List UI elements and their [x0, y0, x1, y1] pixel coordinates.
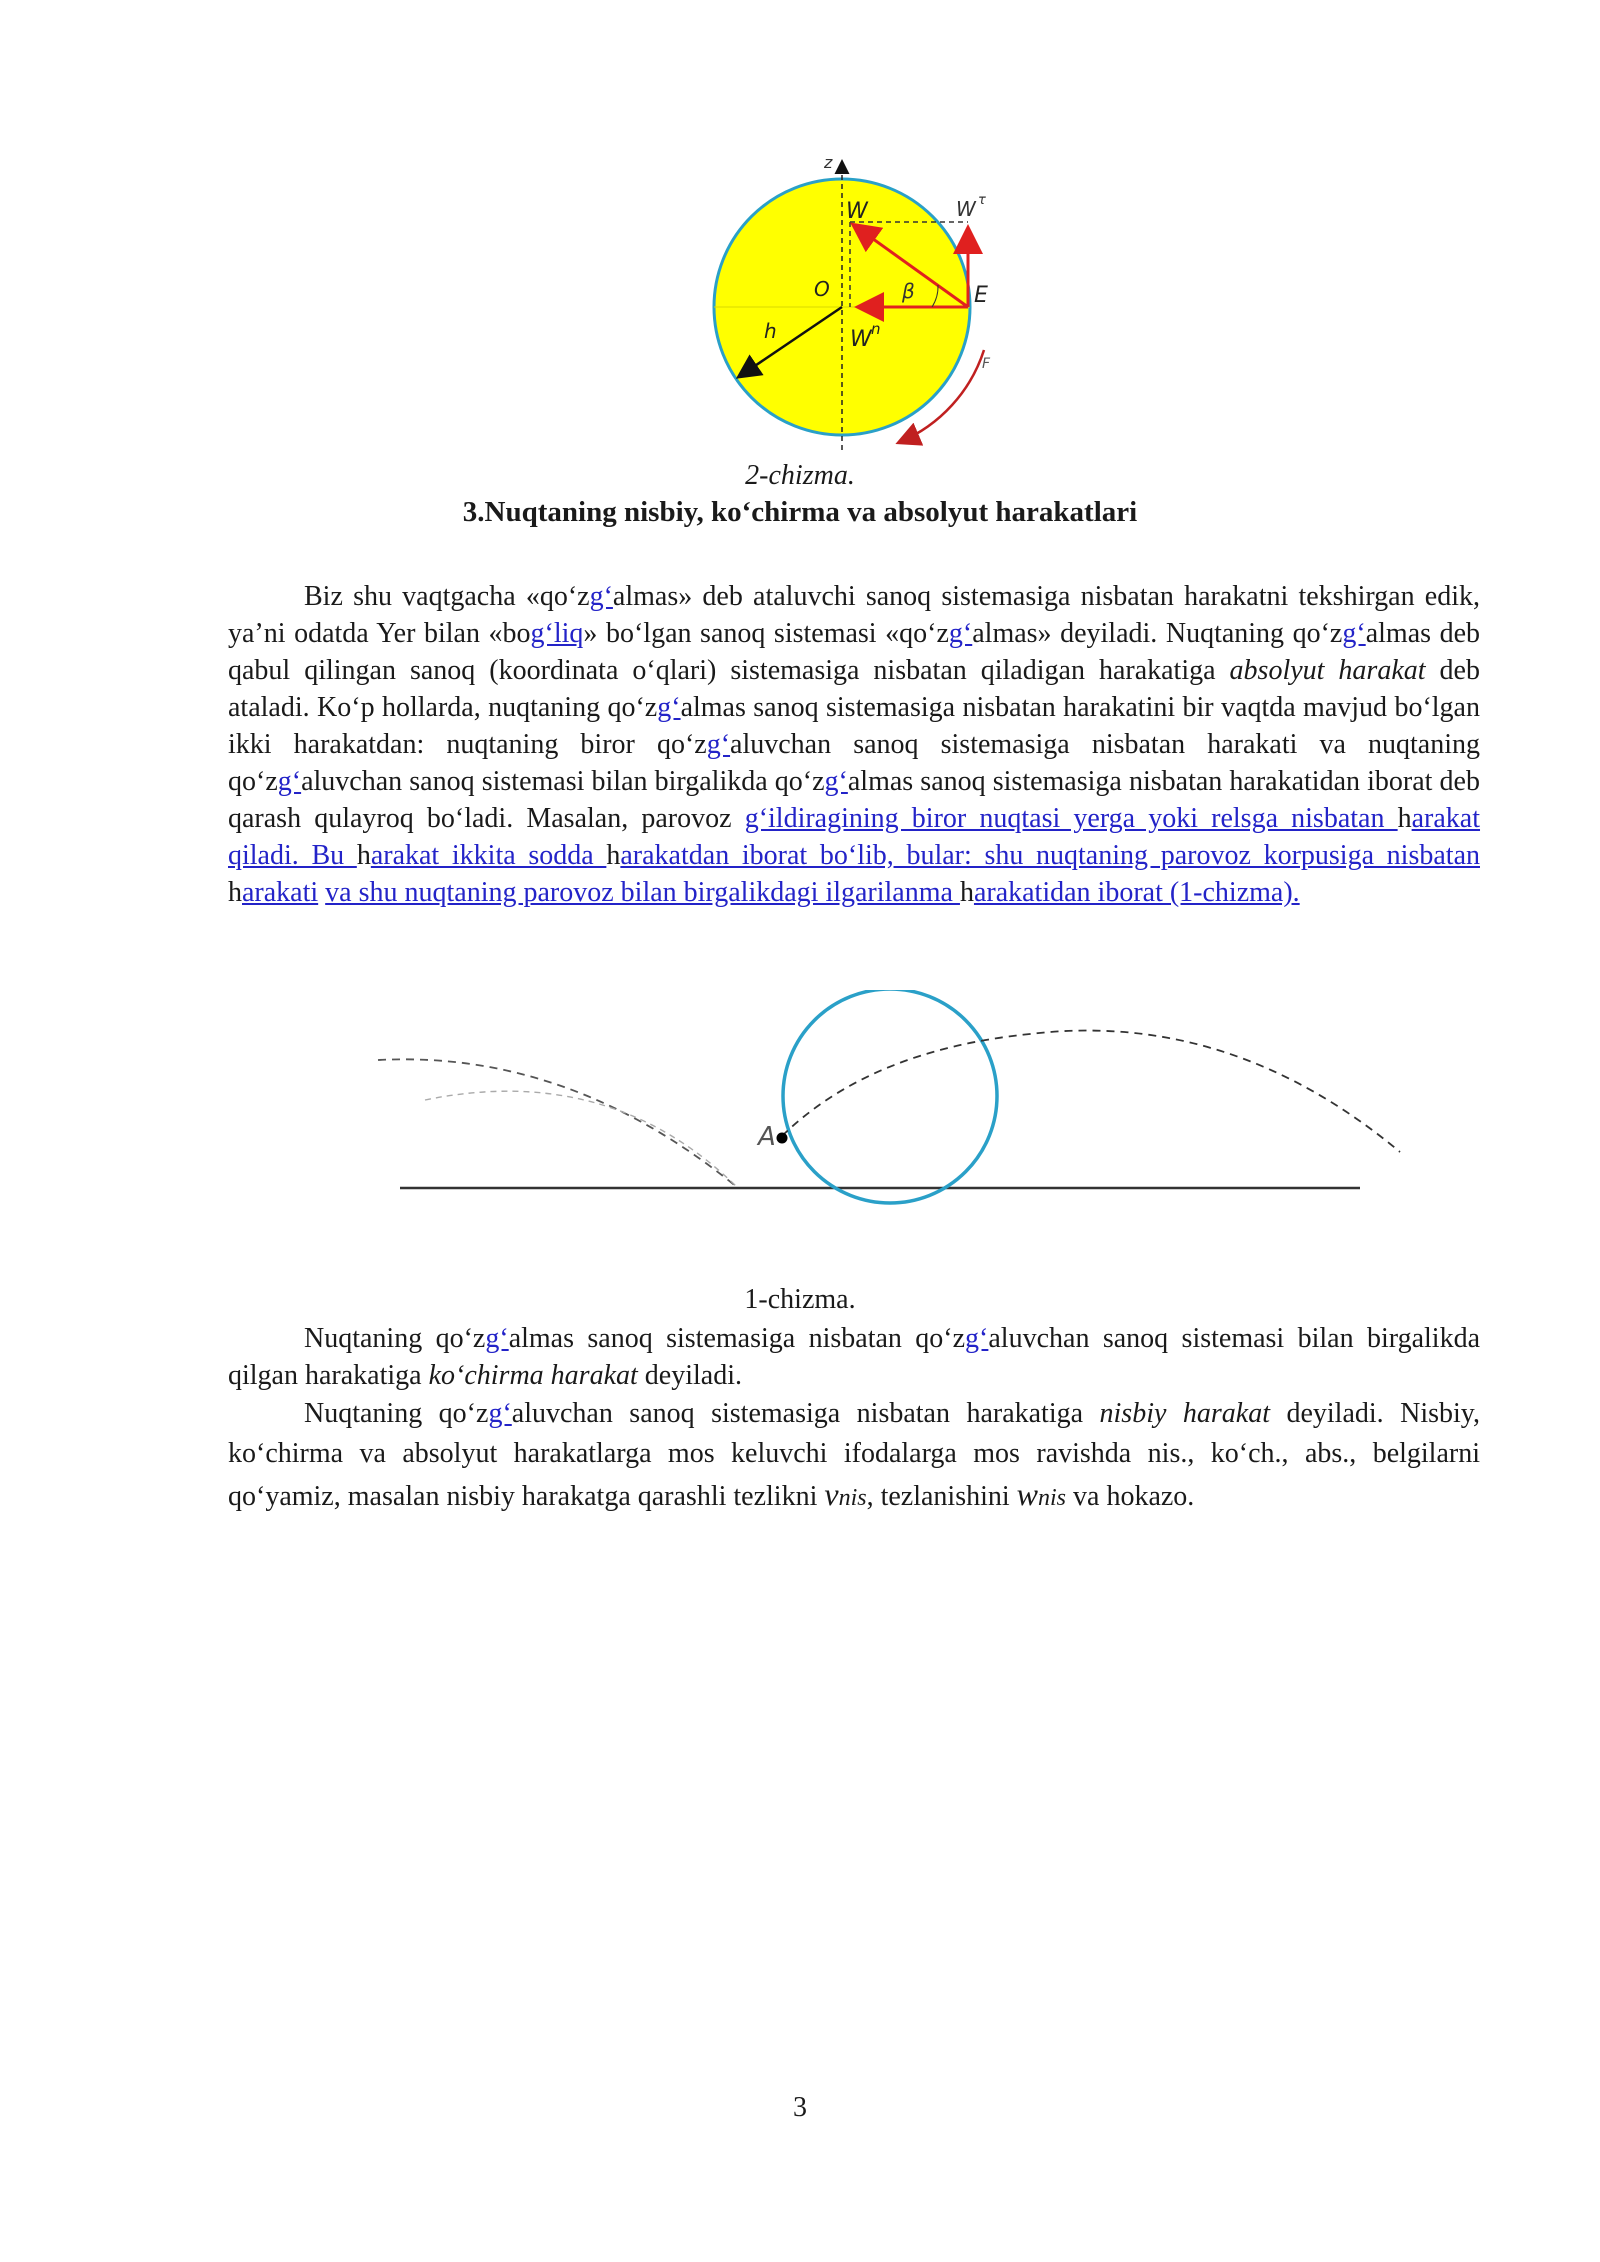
paragraph-2: Nuqtaning qo‘zg‘almas sanoq sistemasiga nisbatan qo‘zg‘aluvchan sanoq sistemasi bilan birgalikda qilgan harakatiga ko‘chirma harakat deyiladi.: [228, 1323, 1480, 1391]
label-z: z: [824, 153, 833, 172]
label-w: W: [846, 199, 868, 224]
link-text[interactable]: g‘ildiragining biror nuqtasi yerga yoki relsga nisbatan: [744, 803, 1398, 834]
link-text[interactable]: va shu nuqtaning parovoz bilan birgalikdagi ilgarilanma: [325, 877, 960, 908]
cycloid-arc: [782, 1031, 1400, 1152]
link-text[interactable]: g‘liq: [530, 618, 584, 649]
link-text[interactable]: g‘: [657, 692, 681, 723]
link-text[interactable]: g‘: [1342, 618, 1366, 649]
link-text[interactable]: g‘: [488, 1398, 512, 1429]
term-absolyut-harakat: absolyut harakat: [1229, 655, 1426, 686]
link-text[interactable]: g‘: [589, 581, 613, 612]
link-text[interactable]: g‘: [706, 729, 731, 760]
link-text[interactable]: arakat qiladi. Bu: [228, 803, 1481, 871]
symbol-w-nis: wnis: [1016, 1476, 1067, 1512]
label-beta: β: [902, 279, 915, 303]
link-text[interactable]: g‘: [485, 1323, 509, 1354]
link-text[interactable]: g‘: [277, 766, 302, 797]
figure-1-diagram: [370, 990, 1410, 1210]
figure-2-caption: 2-chizma.: [745, 460, 855, 491]
wheel-circle: [783, 990, 997, 1203]
label-wn: W: [850, 327, 872, 352]
section-heading: 3.Nuqtaning nisbiy, ko‘chirma va absolyut harakatlari: [462, 496, 1138, 528]
cycloid-left-faint: [425, 1091, 738, 1188]
term-nisbiy-harakat: nisbiy harakat: [1099, 1398, 1270, 1429]
page-number: 3: [793, 2092, 807, 2123]
label-tau: τ: [978, 193, 986, 208]
link-text[interactable]: arakat ikkita sodda: [370, 840, 607, 871]
label-e: E: [974, 283, 988, 308]
link-text[interactable]: g‘: [948, 618, 973, 649]
cycloid-left: [378, 1059, 738, 1188]
figure-2-diagram: [690, 140, 1030, 460]
figure-1-caption: 1-chizma.: [744, 1284, 856, 1315]
label-h: h: [764, 319, 777, 343]
term-kochirma-harakat: ko‘chirma harakat: [428, 1360, 638, 1391]
link-text[interactable]: arakati: [242, 877, 319, 908]
label-wtau: W: [956, 197, 976, 221]
label-f: F: [982, 356, 991, 372]
label-point-a: A: [758, 1122, 776, 1152]
link-text[interactable]: g‘: [965, 1323, 989, 1354]
point-a: [777, 1133, 788, 1144]
label-o: O: [814, 277, 830, 301]
link-text[interactable]: g‘: [824, 766, 848, 797]
paragraph-1: Biz shu vaqtgacha «qo‘zg‘almas» deb ataluvchi sanoq sistemasiga nisbatan harakatni tekshirgan edik, ya’ni odatda Yer bilan «bog‘liq» bo‘lgan sanoq sistemasi «qo‘zg‘almas» deyiladi. Nuqtaning qo‘zg‘almas deb qabul qilingan sanoq (koordinata o‘qlari) sistemasiga nisbatan qiladigan harakatiga absolyut harakat deb ataladi. Ko‘p hollarda, nuqtaning qo‘zg‘almas sanoq sistemasiga nisbatan harakatini bir vaqtda mavjud bo‘lgan ikki harakatdan: nuqtaning biror qo‘zg‘aluvchan sanoq sistemasiga nisbatan harakati va nuqtaning qo‘zg‘aluvchan sanoq sistemasi bilan birgalikda qo‘zg‘almas sanoq sistemasiga nisbatan harakatidan iborat deb qarash qulayroq bo‘ladi. Masalan, parovoz g‘ildiragining biror nuqtasi yerga yoki relsga nisbatan harakat qiladi. Bu harakat ikkita sodda harakatdan iborat bo‘lib, bular: shu nuqtaning parovoz korpusiga nisbatan harakati va shu nuqtaning parovoz bilan birgalikdagi ilgarilanma harakatidan iborat (1-chizma).: [228, 581, 1481, 908]
link-text[interactable]: arakatidan iborat (1-chizma).: [973, 877, 1300, 908]
label-n: n: [871, 320, 881, 338]
link-text[interactable]: arakatdan iborat bo‘lib, bular: shu nuqtaning parovoz korpusiga nisbatan: [620, 840, 1480, 871]
symbol-v-nis: vnis: [824, 1476, 867, 1512]
paragraph-3: Nuqtaning qo‘zg‘aluvchan sanoq sistemasiga nisbatan harakatiga nisbiy harakat deyiladi. Nisbiy, ko‘chirma va absolyut harakatlarga mos keluvchi ifodalarga mos ravishda nis., ko‘ch., abs., belgilarni qo‘yamiz, masalan nisbiy harakatga qarashli tezlikni vnis, tezlanishini wnis va hokazo.: [228, 1398, 1480, 1512]
